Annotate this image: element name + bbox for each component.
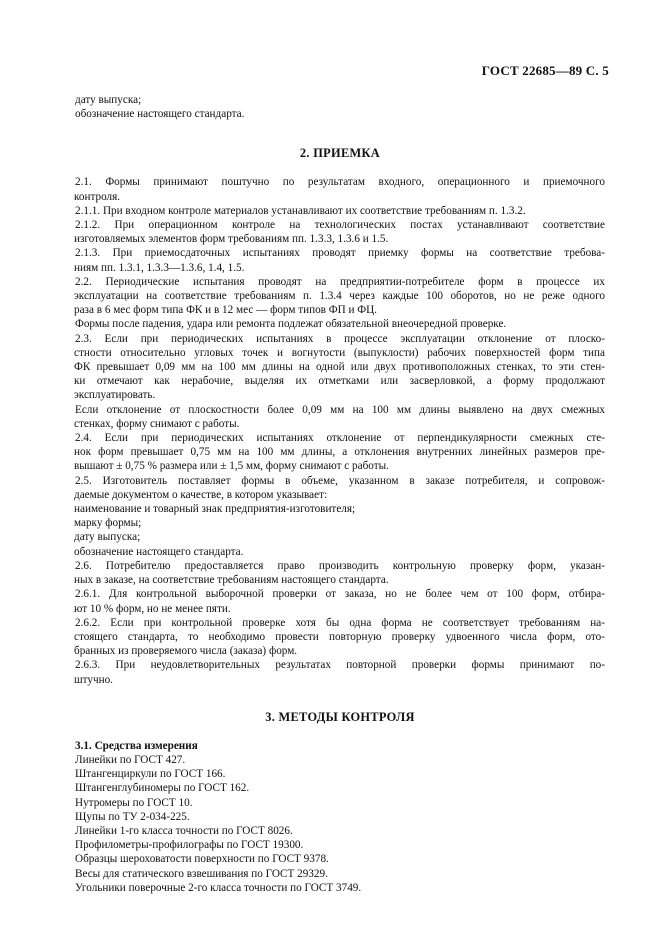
section-2-line: Если отклонение от плоскостности более 0,09 мм на 100 мм длины выявлено на двух смежных [75, 403, 605, 416]
section-2-line: эксплуатации на соответствие требованиям п. 1.3.4 через каждые 100 оборотов, но не реже одного [74, 290, 605, 303]
section-2-line: бранных из проверяемого числа (заказа) форм. [74, 645, 298, 658]
section-2-line: стенках, форму снимают с работы. [74, 417, 240, 430]
section-2-line: даемые документом о качестве, в котором указывает: [74, 488, 328, 501]
instrument-item: Профилометры-профилографы по ГОСТ 19300. [75, 839, 304, 852]
section-2-line: ки отмечают как нерабочие, выделяя их отметками или засверловкой, а форму продолжают [74, 375, 605, 388]
instrument-item: Нутромеры по ГОСТ 10. [75, 796, 193, 809]
section-2-line: 2.3. Если при периодических испытаниях в процессе эксплуатации отклонение от плоско- [75, 332, 605, 345]
section-2-line: ют 10 % форм, но не менее пяти. [74, 602, 231, 615]
section-2-line: стоящего стандарта, то необходимо провести повторную проверку удвоенного числа форм, ото- [74, 630, 605, 643]
section-3-body [75, 739, 605, 895]
section-2-line: обозначение настоящего стандарта. [74, 545, 244, 558]
section-2-line: 2.5. Изготовитель поставляет формы в объеме, указанном в заказе потребителя, и сопровож- [75, 474, 605, 487]
instrument-list [75, 753, 605, 895]
section-2-line: вышают ± 0,75 % размера или ± 1,5 мм, форму снимают с работы. [74, 460, 389, 473]
instrument-item: Штангенглубиномеры по ГОСТ 162. [75, 782, 250, 795]
instrument-item: Угольники поверочные 2-го класса точности по ГОСТ 3749. [75, 881, 362, 894]
section-2-line: 2.6. Потребителю предоставляется право производить контрольную проверку форм, указан- [75, 559, 605, 572]
section-2-line: 2.1.2. При операционном контроле на технологических постах устанавливают соответствие [75, 219, 605, 232]
section-2-line: Формы после падения, удара или ремонта подлежат обязательной внеочередной проверке. [75, 318, 507, 331]
section-2-line: контроля. [74, 190, 121, 203]
section-2-line: ных в заказе, на соответствие требованиям настоящего стандарта. [74, 574, 389, 587]
section-2-line: эксплуатировать. [74, 389, 156, 402]
intro-line: обозначение настоящего стандарта. [75, 108, 245, 121]
instrument-item: Весы для статического взвешивания по ГОСТ 29329. [75, 867, 328, 880]
section-2-line: 2.4. Если при периодических испытаниях отклонение от перпендикулярности смежных сте- [75, 432, 605, 445]
section-2-line: 2.6.3. При неудовлетворительных результатах повторной проверки формы принимают по- [75, 659, 605, 672]
section-2-line: 2.6.2. Если при контрольной проверке хотя бы одна форма не соответствует требованиям на- [75, 616, 605, 629]
section-2-body [75, 175, 605, 686]
page-header: ГОСТ 22685—89 С. 5 [481, 63, 609, 78]
intro-block [75, 93, 605, 121]
section-2-line: дату выпуска; [74, 531, 141, 544]
page-content [75, 93, 605, 895]
section-2-line: марку формы; [74, 517, 142, 530]
section-2-line: 2.1.3. При приемосдаточных испытаниях проводят приемку формы на соответствие требова- [75, 247, 605, 260]
instrument-item: Щупы по ТУ 2-034-225. [75, 810, 190, 823]
section-2-line: нок форм превышает 0,75 мм на 100 мм длины, а отклонения внутренних линейных размеров пре- [74, 446, 605, 459]
section-2-line: 2.2. Периодические испытания проводят на предприятии-потребителе форм в процессе их [75, 275, 605, 288]
section-2-line: стности относительно угловых точек и вогнутости (выпуклости) рабочих поверхностей форм типа [74, 346, 605, 359]
section-2-title: 2. ПРИЕМКА [299, 146, 381, 161]
section-2-line: 2.1.1. При входном контроле материалов устанавливают их соответствие требованиям п. 1.3.2. [75, 204, 526, 217]
section-2-line: 2.1. Формы принимают поштучно по результатам входного, операционного и приемочного [75, 176, 605, 189]
subsection-3-1-title: 3.1. Средства измерения [75, 739, 198, 752]
section-2-line: ФК превышает 0,09 мм на 100 мм длины на одной или двух противоположных стенках, то эти стен- [74, 361, 605, 374]
instrument-item: Линейки по ГОСТ 427. [75, 753, 186, 766]
instrument-item: Линейки 1-го класса точности по ГОСТ 8026. [75, 824, 293, 837]
section-2-line: изготовляемых элементов форм требованиям пп. 1.3.3, 1.3.6 и 1.5. [74, 233, 389, 246]
section-2-line: 2.6.1. Для контрольной выборочной проверки от заказа, но не более чем от 100 форм, отбира- [75, 588, 605, 601]
instrument-item: Образцы шероховатости поверхности по ГОСТ 9378. [75, 853, 329, 866]
section-2-line: раза в 6 мес форм типа ФК и в 12 мес — форм типов ФП и ФЦ. [74, 304, 377, 317]
instrument-item: Штангенциркули по ГОСТ 166. [75, 768, 226, 781]
intro-line: дату выпуска; [75, 94, 142, 106]
section-2-line: ниям пп. 1.3.1, 1.3.3—1.3.6, 1.4, 1.5. [74, 261, 245, 274]
section-2-line: штучно. [74, 673, 113, 686]
section-3-title: 3. МЕТОДЫ КОНТРОЛЯ [265, 709, 415, 724]
section-2-line: наименование и товарный знак предприятия-изготовителя; [74, 503, 356, 516]
